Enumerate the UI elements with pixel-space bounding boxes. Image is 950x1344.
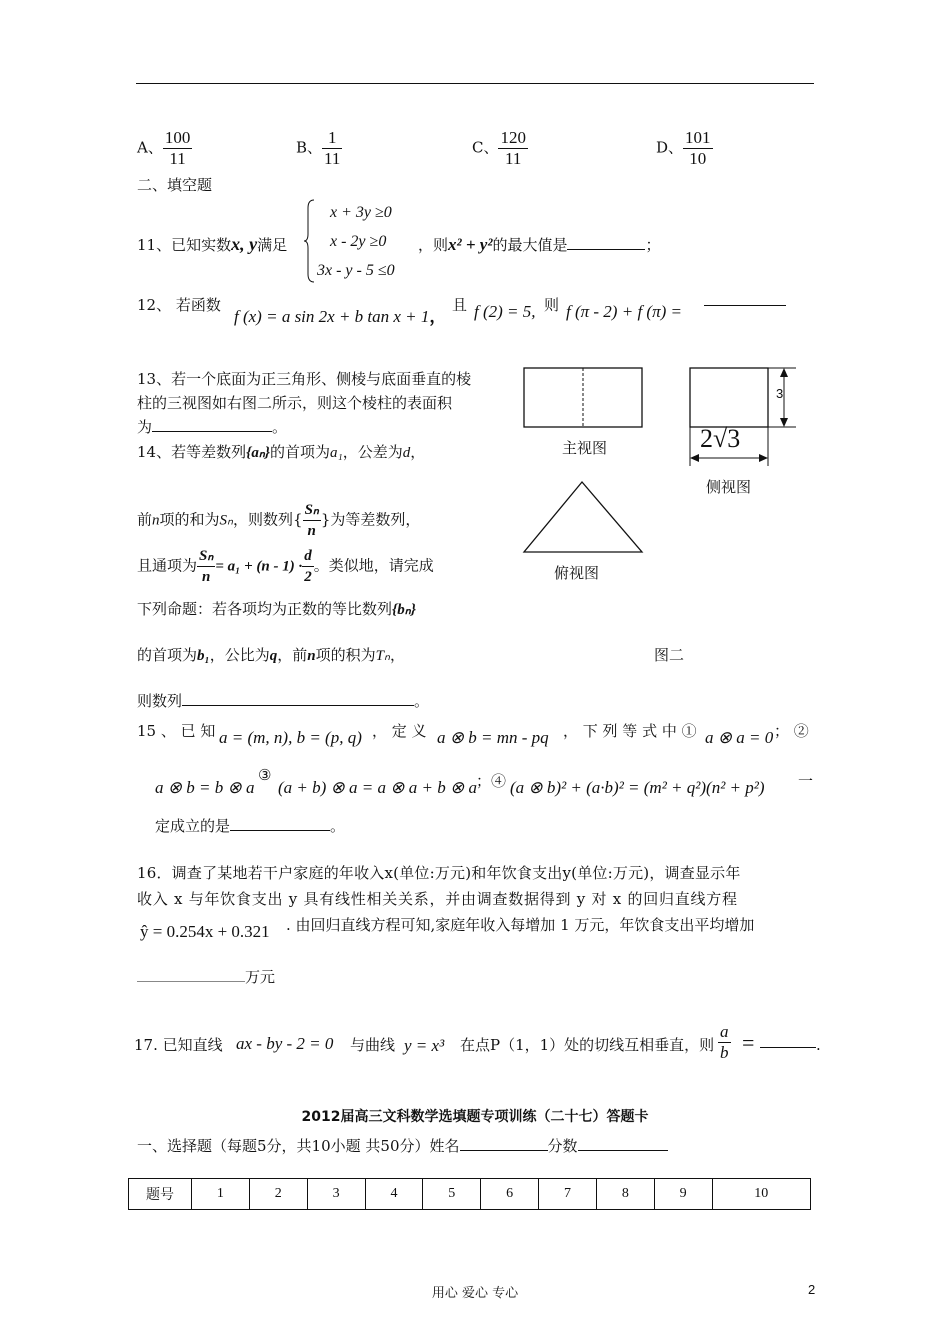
q15-num4: ；④ [476, 772, 507, 790]
option-a: A、 $\frac{100}{11}$ [137, 128, 191, 168]
page-number: 2 [808, 1282, 816, 1297]
q15-num3: ③ [258, 766, 272, 784]
q17-curve: y = x³ [404, 1036, 445, 1055]
q17-c: 在点P（1，1）处的切线互相垂直，则 [460, 1036, 715, 1054]
answer-card-info: 一、选择题（每题5分，共10小题 共50分）姓名 分数 [137, 1135, 668, 1156]
q13-blank[interactable] [152, 417, 272, 432]
q14-line2: 前n项的和为Sₙ，则数列{ $\frac{\text{Sₙ}}{n}$ }为等差数列， [137, 502, 421, 539]
q15-op: a ⊗ b = mn - pq [437, 728, 549, 747]
answer-cell-6[interactable]: 6 [481, 1179, 539, 1210]
q14-line3: 且通项为 $\frac{\text{Sₙ}}{n}$ = a₁ + (n - 1) · $\frac{d}{2}$ 。类似地，请完成 [137, 548, 434, 585]
figure-label: 图二 [654, 646, 685, 664]
q16-line4: 万元 [137, 966, 275, 987]
section-2-title: 二、填空题 [137, 176, 213, 194]
q17-end: . [816, 1036, 821, 1054]
q12-condition: f (2) = 5, [474, 302, 536, 321]
q17-a: 17. 已知直线 [134, 1036, 223, 1054]
option-d: D、 $\frac{101}{10}$ [656, 128, 711, 168]
q17-line-eq: ax - by - 2 = 0 [236, 1034, 334, 1053]
answer-cell-label: 题号 [129, 1179, 192, 1210]
q11-ineq-1: x + 3y ≥0 [330, 204, 392, 221]
q14-blank[interactable] [182, 691, 414, 706]
q11-ineq-3: 3x - y - 5 ≤0 [317, 262, 395, 279]
side-dim-arrow-right [759, 454, 768, 462]
front-view-label: 主视图 [562, 439, 608, 457]
header-rule [136, 83, 814, 84]
q12-blank[interactable] [704, 305, 786, 306]
q11-ineq-2: x - 2y ≥0 [330, 233, 387, 250]
q16-line3: . 由回归直线方程可知,家庭年收入每增加 1 万元，年饮食支出平均增加 [286, 916, 755, 934]
answer-cell-5[interactable]: 5 [423, 1179, 481, 1210]
answer-card-title: 2012届高三文科数学选填题专项训练（二十七）答题卡 [301, 1109, 649, 1125]
side-dim-arrow-down [780, 418, 788, 427]
q15-line1-a: 15 、 已 知 [137, 722, 216, 740]
side-dim-arrow-left [690, 454, 699, 462]
answer-cell-3[interactable]: 3 [307, 1179, 365, 1210]
q15-eq2: a ⊗ b = b ⊗ a [155, 778, 255, 797]
q14-line5: 的首项为b₁，公比为q，前n项的积为Tₙ， [137, 646, 405, 664]
q15-eq4: (a ⊗ b)² + (a·b)² = (m² + q²)(n² + p²) [510, 778, 765, 797]
side-dim-arrow-up [780, 368, 788, 377]
q12-expression: f (π - 2) + f (π) = [566, 302, 682, 321]
q11-brace [304, 198, 316, 284]
answer-table-header-row [129, 1179, 811, 1210]
q15-line1-b: ， 定 义 [372, 722, 427, 740]
answer-cell-8[interactable]: 8 [596, 1179, 654, 1210]
option-b: B、 $\frac{1}{11}$ [296, 128, 341, 168]
q13-line2: 柱的三视图如右图二所示，则这个棱柱的表面积 [137, 394, 453, 412]
q11-blank[interactable] [567, 235, 645, 250]
answer-table [128, 1178, 811, 1210]
score-field[interactable] [578, 1136, 668, 1151]
q15-blank[interactable] [230, 816, 330, 831]
top-view-triangle [524, 482, 642, 552]
answer-cell-9[interactable]: 9 [654, 1179, 712, 1210]
dim-width-label: 2√3 [700, 424, 741, 453]
q15-eq3: (a + b) ⊗ a = a ⊗ a + b ⊗ a [278, 778, 477, 797]
side-view [690, 368, 768, 427]
side-view-label: 侧视图 [706, 478, 752, 496]
q12-function: f (x) = a sin 2x + b tan x + 1， [234, 307, 447, 326]
q17-blank[interactable] [760, 1047, 816, 1048]
q15-tail: 一 [798, 772, 814, 790]
q15-line1-d: ； ② [774, 722, 809, 740]
q17-b: 与曲线 [350, 1036, 396, 1054]
q14-line6: 则数列 。 [137, 692, 430, 710]
q16-equation: ŷ = 0.254x + 0.321 [140, 922, 270, 941]
q14-line4: 下列命题：若各项均为正数的等比数列{bₙ} [137, 600, 416, 618]
three-view-figure [520, 360, 800, 590]
q15-defs: a = (m, n), b = (p, q) [219, 728, 362, 747]
q17-equals: = [742, 1030, 755, 1055]
q14-line1: 14、若等差数列{aₙ}的首项为a₁，公差为d， [137, 443, 426, 461]
q15-line3: 定成立的是 。 [155, 817, 346, 835]
q11-tail: ，则x² + y²的最大值是 ； [418, 235, 661, 254]
dim-height-label: 3 [776, 386, 784, 401]
q11: 11、已知实数x, y满足 [137, 234, 288, 254]
top-view-label: 俯视图 [554, 564, 600, 582]
q16-line1: 16．调查了某地若干户家庭的年收入x(单位:万元)和年饮食支出y(单位:万元)，调查显示年 [137, 864, 741, 882]
answer-cell-7[interactable]: 7 [539, 1179, 597, 1210]
q17-fraction: $\frac{a}{b}$ [720, 1022, 729, 1062]
option-c: C、 $\frac{120}{11}$ [472, 128, 526, 168]
q16-blank[interactable] [137, 967, 245, 982]
answer-cell-4[interactable]: 4 [365, 1179, 423, 1210]
q12-and: 且 [452, 296, 468, 314]
q12-prefix: 12、 若函数 [137, 296, 221, 314]
footer-motto: 用心 爱心 专心 [431, 1286, 519, 1301]
q12-then: 则 [544, 296, 560, 314]
q15-eq1: a ⊗ a = 0 [705, 728, 774, 747]
answer-cell-1[interactable]: 1 [192, 1179, 250, 1210]
q15-line1-c: ， 下 列 等 式 中 ① [563, 722, 697, 740]
answer-cell-10[interactable]: 10 [712, 1179, 810, 1210]
answer-cell-2[interactable]: 2 [249, 1179, 307, 1210]
name-field[interactable] [460, 1136, 548, 1151]
q13-line1: 13、若一个底面为正三角形、侧棱与底面垂直的棱 [137, 370, 472, 388]
q13-line3: 为 。 [137, 418, 288, 436]
q16-line2: 收入 x 与年饮食支出 y 具有线性相关关系，并由调查数据得到 y 对 x 的回归直线方程 [137, 890, 738, 908]
